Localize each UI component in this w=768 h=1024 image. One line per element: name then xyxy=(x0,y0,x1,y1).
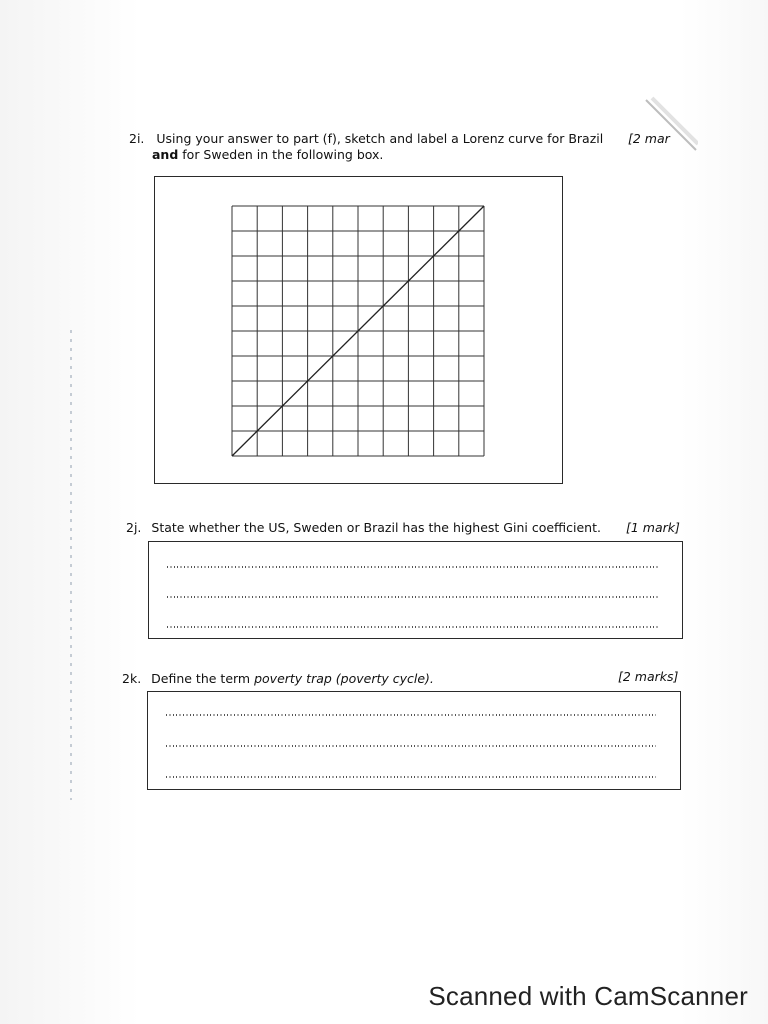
question-2i-line2 xyxy=(152,147,383,162)
folded-corner xyxy=(638,96,698,156)
lorenz-grid xyxy=(228,204,488,458)
question-text: State whether the US, Sweden or Brazil has the highest Gini coefficient. xyxy=(151,520,601,535)
question-text: Using your answer to part (f), sketch and label a Lorenz curve for Brazil xyxy=(156,131,604,146)
emphasis-and: and xyxy=(152,147,179,162)
question-number: 2k. xyxy=(122,671,142,686)
question-term: poverty trap (poverty cycle). xyxy=(254,671,434,686)
question-2i xyxy=(129,131,603,146)
answer-line xyxy=(166,745,656,747)
answer-line xyxy=(167,626,658,628)
question-number: 2i. xyxy=(129,131,145,146)
marks-label: [2 marks] xyxy=(618,669,679,684)
answer-line xyxy=(166,714,656,716)
question-2k xyxy=(122,671,434,686)
marks-label: [1 mark] xyxy=(626,520,680,535)
answer-box-2j[interactable] xyxy=(148,541,683,639)
question-2j xyxy=(126,520,601,535)
question-text: for Sweden in the following box. xyxy=(178,147,384,162)
binder-edge xyxy=(70,330,72,800)
answer-line xyxy=(167,596,658,598)
answer-box-2k[interactable] xyxy=(147,691,681,790)
question-text-start: Define the term xyxy=(151,671,255,686)
marks-label: [2 mar xyxy=(628,131,670,146)
answer-line xyxy=(167,566,658,568)
answer-line xyxy=(166,776,656,778)
question-number: 2j. xyxy=(126,520,142,535)
camscanner-watermark: Scanned with CamScanner xyxy=(428,981,748,1011)
